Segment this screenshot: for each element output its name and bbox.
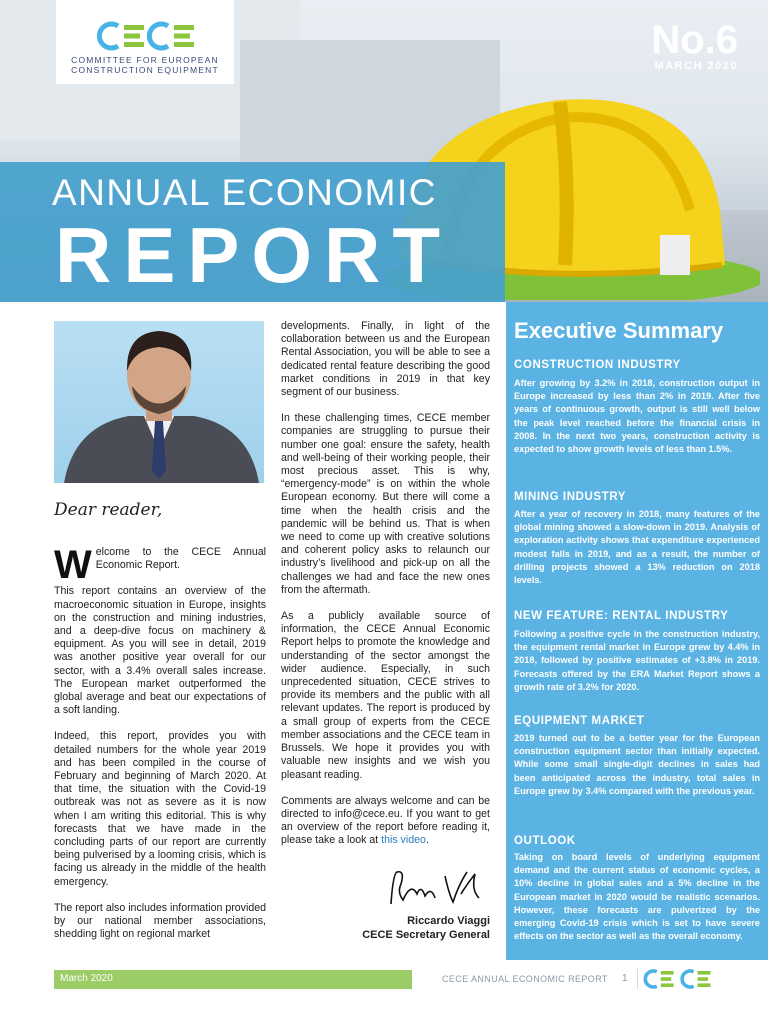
summary-text-equipment: 2019 turned out to be a better year for the European construction equipment sector than initially expected. While some small single-digit declines in sales had been anticipated across the industry, total sales in Europe grew by 3.4% compared with the previous year. [514,733,760,796]
author-portrait [54,321,264,483]
logo-line-2: CONSTRUCTION EQUIPMENT [71,65,219,75]
footer-title: CECE ANNUAL ECONOMIC REPORT [442,974,608,984]
editorial-column-2 [281,320,490,861]
signer-name: Riccardo Viaggi [407,915,490,927]
issue-date: MARCH 2020 [654,60,738,72]
summary-heading-rental: NEW FEATURE: RENTAL INDUSTRY [514,610,729,622]
footer-date: March 2020 [60,973,113,984]
summary-heading-mining: MINING INDUSTRY [514,491,627,503]
summary-heading-equipment: EQUIPMENT MARKET [514,715,645,727]
logo-line-1: COMMITTEE FOR EUROPEAN [71,55,219,65]
summary-text-rental: Following a positive cycle in the construction industry, the equipment rental market in Europe grew by 4.4% in 2018, followed by positive estimates of +3.8% in 2019. Forecasts offered by the ERA Market Report shows a growth rate of 3.2% for 2020. [514,629,760,692]
signer [281,914,490,942]
portrait-photo [54,321,264,483]
footer-cece-logo [636,967,716,991]
cece-logo-mark [96,20,196,52]
summary-text-outlook: Taking on board levels of underlying equipment demand and the current status of economic cycles, a 10% decline in global sales and a 5% decline in the European market in 2020 would be realistic scenarios. However, these forecasts are pulverized by the emerging Covid-19 crisis which is set to have severe effects on the sector as well as the overall economy. [514,852,760,942]
salutation: Dear reader, [54,500,163,520]
editorial-paragraph: The report also includes information provided by our national member associations, shedding light on regional market [54,901,266,941]
signature [383,864,493,914]
editorial-column-1 [54,543,266,954]
video-link[interactable]: this video [381,834,426,847]
summary-heading-outlook: OUTLOOK [514,835,576,847]
editorial-paragraph [54,543,266,587]
welcome-text: elcome to the CECE Annual Economic Report. [95,546,266,572]
editorial-paragraph: As a publicly available source of information, the CECE Annual Economic Report helps to promote the knowledge and understanding of the sector amongst the wider audience. Especially, in such unprecedented situation, CECE strives to provide its members and the public with all relevant updates. The report is produced by a small group of experts from the CECE member associations and the CECE team in Brussels. We hope it provides you with valuable new insights and we wish you pleasant reading. [281,610,490,781]
editorial-paragraph: developments. Finally, in light of the collaboration between us and the European Rental Association, you will be able to see a dedicated rental feature describing the good market conditions in 2019 in that key segment of our business. [281,320,490,399]
drop-cap: W [54,543,92,587]
summary-title: Executive Summary [514,318,724,343]
cece-logo [56,0,234,84]
editorial-paragraph: Indeed, this report, provides you with detailed numbers for the whole year 2019 and has been compiled in the course of February and beginning of March 2020. At that time, the situation with the Covid-19 outbreak was not as severe as it is now when I am writing this editorial. This is why forecasts that we have made in the concluding parts of our report are currently being pulverised by a looming crisis, which is facing us already in the middle of the health emergency. [54,730,266,888]
logo-tagline [56,55,234,75]
comments-text: Comments are always welcome and can be directed to info@cece.eu. If you want to get an overview of the report before reading it, please take a look at [281,794,490,847]
issue-number: No.6 [651,18,738,62]
summary-heading-construction: CONSTRUCTION INDUSTRY [514,359,681,371]
editorial-paragraph: In these challenging times, CECE member companies are struggling to pursue their number one goal: ensure the safety, health and well-being of their working people, their most precious asset. This is why, “emergency-mode” is on within the whole European economy. But there will come a time when the health crisis and the pandemic will be behind us. That is when we need to come up with creative solutions and coherent policy asks to relaunch our industry’s livelihood and pick-up on all the challenges we had and face the new ones from the aftermath. [281,412,490,596]
page-number: 1 [622,973,628,984]
editorial-paragraph [281,795,490,848]
signer-title: CECE Secretary General [362,929,490,941]
summary-text-construction: After growing by 3.2% in 2018, construction output in Europe increased by less than 2% in 2019. After five years of continuous growth, output is still well below the peak level reached before the financial crisis in 2008. In the next two years, construction activity is expected to show growth levels of less than 1.5%. [514,378,760,455]
summary-text-mining: After a year of recovery in 2018, many features of the global mining showed a slow-down in 2019. Analysis of exploration activity shows that expenditure experienced modest falls in 2019, and as a result, the number of drilling projects showed a 13% reduction on 2018 levels. [514,509,760,586]
report-title-line-2: REPORT [55,211,453,299]
editorial-paragraph: This report contains an overview of the macroeconomic situation in Europe, insights on the construction and mining industries, and a deep-dive focus on machinery & equipment. As you will see in detail, 2019 was another positive year overall for our sector, with a 3.4% overall sales increase. The European market outperformed the global average and beat our expectations of a soft landing. [54,585,266,717]
report-title-line-1: ANNUAL ECONOMIC [52,172,438,213]
period: . [425,834,429,847]
